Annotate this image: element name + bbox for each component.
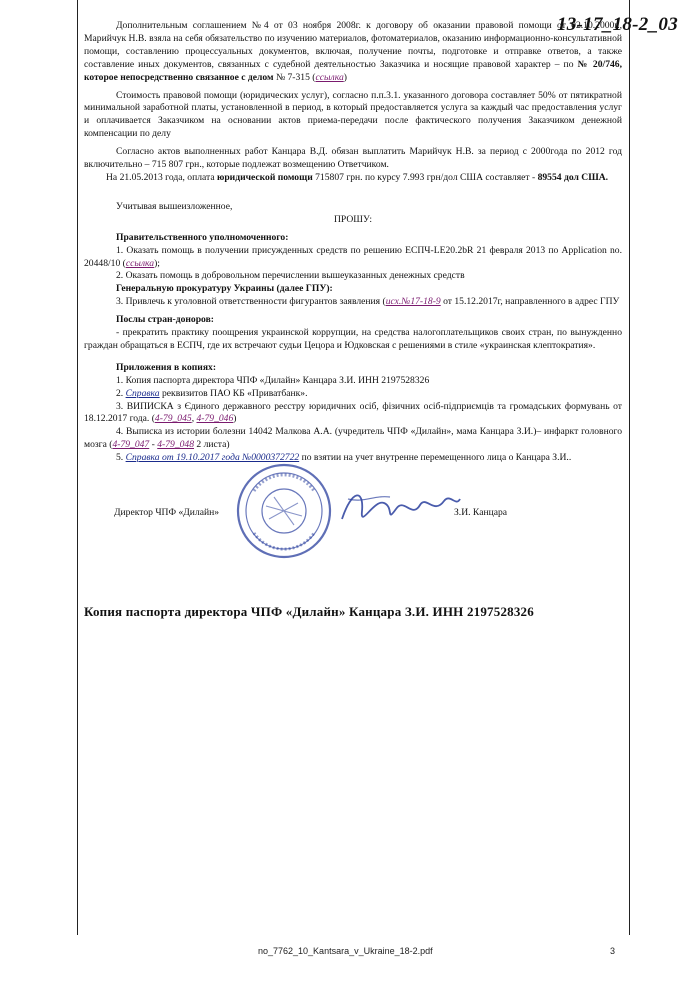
attachment-4-link-2[interactable]: 4-79_048 (157, 439, 195, 451)
attachments-heading: Приложения в копиях: (116, 361, 217, 373)
paragraph-payment (84, 172, 622, 185)
left-margin-line (77, 0, 78, 935)
payment-legal-help: юридической помощи (217, 171, 313, 183)
gov-heading: Правительственного уполномоченного: (116, 231, 289, 243)
document-id: 13-17_18-2_03 (556, 14, 678, 35)
attachment-4-end: 2 листа) (194, 439, 230, 451)
attachment-5-link[interactable]: Справка от 19.10.2017 года №0000372722 (125, 452, 300, 464)
gov-request-2: 2. Оказать помощь в добровольном перечислении вышеуказанных денежных средств (116, 270, 465, 282)
attachment-5 (84, 452, 622, 465)
paren-close: ) (343, 71, 347, 83)
attachment-3-sep: , (191, 413, 197, 425)
attachment-3-link-2[interactable]: 4-79_046 (196, 413, 234, 425)
payment-text-b: 715807 грн. по курсу 7.993 грн/дол США составляет - (312, 171, 538, 183)
right-margin-line (629, 0, 630, 935)
payment-total: 89554 дол США. (537, 171, 609, 183)
case-number: № 7-315 ( (273, 71, 316, 83)
case-reference: № 20/746, которое непосредственно связанное с делом (84, 58, 622, 83)
document-body (84, 20, 622, 539)
gov-request-1 (84, 245, 622, 271)
signature-name: З.И. Канцара (454, 507, 508, 519)
signature-scribble (334, 479, 464, 539)
gpu-request-3 (84, 296, 622, 309)
paragraph-acts: Согласно актов выполненных работ Канцара В.Д. обязан выплатить Марийчук Н.В. за период с 2000года по 2012 год включительно – 715 807 грн., которые подлежат возмещению Ответчиком. (84, 146, 622, 171)
payment-text-a: На 21.05.2013 года, оплата (106, 171, 218, 183)
attachment-4 (84, 426, 622, 452)
gpu-heading: Генеральную прокуратуру Украины (далее ГПУ): (116, 283, 333, 295)
request-heading: ПРОШУ: (333, 213, 373, 225)
gov-request-1-end: ); (154, 257, 160, 269)
spacer (84, 185, 622, 201)
link-reference[interactable]: ссылка (315, 71, 344, 83)
attachment-3-end: ) (233, 413, 237, 425)
footer-filename: no_7762_10_Kantsara_v_Ukraine_18-2.pdf (258, 946, 433, 956)
donors-heading: Послы стран-доноров: (116, 314, 214, 326)
attachment-2-num: 2. (116, 387, 126, 399)
attachment-3-text: 3. ВИПИСКА з Єдиного державного реєстру юридичних осіб, фізичних осіб-підприємців та громадських формувань от 18.12.2017 года. ( (84, 400, 622, 425)
attachment-4-link-1[interactable]: 4-79_047 (112, 439, 150, 451)
footer-page-number: 3 (610, 946, 616, 956)
attachment-4-text: 4. Выписка из истории болезни 14042 Малкова А.А. (учредитель ЧПФ «Дилайн», мама Канцара З.И.)– инфаркт головного мозга ( (84, 426, 622, 451)
attachment-5-text: по взятии на учет внутренне перемещенного лица о Канцара З.И.. (299, 452, 572, 464)
attachment-2-link[interactable]: Справка (125, 387, 160, 399)
passport-copy-caption: Копия паспорта директора ЧПФ «Дилайн» Канцара З.И. ИНН 2197528326 (84, 604, 534, 619)
gov-request-1-text: 1. Оказать помощь в получении присужденных средств по решению ЕСПЧ-LE20.2bR 21 февраля 2013 по Application no. 20448/10 ( (84, 244, 622, 269)
attachment-3-link-1[interactable]: 4-79_045 (154, 413, 192, 425)
attachment-5-num: 5. (116, 452, 126, 464)
signature-title: Директор ЧПФ «Дилайн» (114, 507, 220, 519)
gov-request-1-link[interactable]: ссылка (125, 257, 155, 269)
gpu-request-3-end: от 15.12.2017г, направленного в адрес ГПУ (440, 296, 620, 308)
attachment-2-text: реквизитов ПАО КБ «Приватбанк». (159, 387, 308, 399)
company-seal-stamp (234, 461, 334, 561)
paragraph-agreement-text: Дополнительным соглашением №4 от 03 ноября 2008г. к договору об оказании правовой помощи от 02.10.2000г., Марийчук Н.В. взяла на себя обязательство по изучению материалов, фотоматериалов, оказанию информационно-консультативной помощи, составлению процессуальных документов, включая, получение почты, подготовке и отправке ответов, а также составление иных документов, связанных с судебной деятельностью Заказчика и носящие правовой характер – по (84, 20, 622, 70)
attachment-2 (84, 388, 622, 401)
attachment-4-sep: - (149, 439, 158, 451)
donors-request: - прекратить практику поощрения украинской коррупции, на средства налогоплательщиков своих стран, по вынужденно граждан обращаться в ЕСПЧ, где их встречают судьи Цецора и Юдковская с решениями в стиле «украинская клептократия». (84, 327, 622, 351)
considering-text: Учитывая вышеизложенное, (116, 200, 233, 212)
gpu-request-3-link[interactable]: исх.№17-18-9 (385, 296, 441, 308)
paragraph-cost: Стоимость правовой помощи (юридических услуг), согласно п.п.3.1. указанного договора составляет 50% от пятикратной минимальной заработной платы, установленной в период, в который предоставляется услуга за каждый час предоставления услуг и оплачивается Заказчиком на основании актов приема-передачи после фактического получения Заказчиком денежной компенсации по делу (84, 89, 622, 140)
signature-block (84, 479, 622, 539)
attachment-1: 1. Копия паспорта директора ЧПФ «Дилайн» Канцара З.И. ИНН 2197528326 (116, 374, 430, 386)
paragraph-agreement (84, 20, 622, 85)
attachment-3 (84, 401, 622, 427)
gpu-request-3-text: 3. Привлечь к уголовной ответственности фигурантов заявления ( (116, 296, 386, 308)
